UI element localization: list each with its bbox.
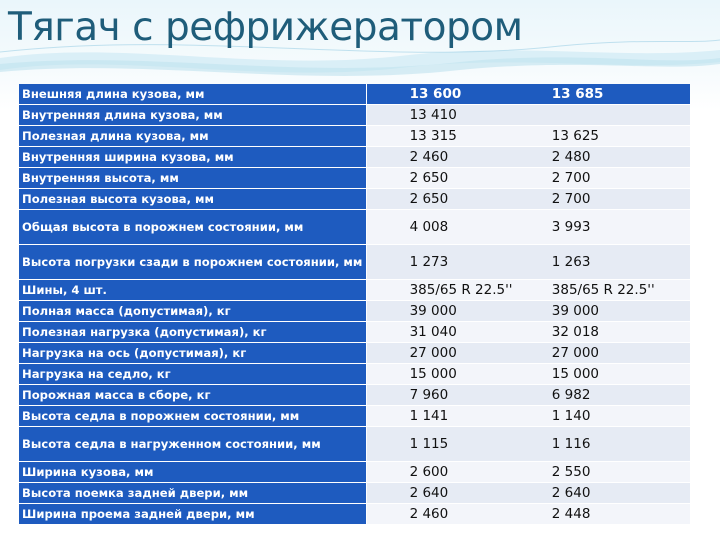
value-cell: 2 640: [549, 483, 690, 504]
cell-spacer: [366, 84, 407, 105]
value-cell: 13 600: [407, 84, 549, 105]
value-cell: 2 650: [407, 168, 549, 189]
value-cell: 6 982: [549, 385, 690, 406]
row-label: Высота седла в нагруженном состоянии, мм: [19, 427, 366, 462]
row-label: Ширина проема задней двери, мм: [19, 504, 366, 525]
value-cell: 13 685: [549, 84, 690, 105]
row-label: Высота погрузки сзади в порожнем состоянии, мм: [19, 245, 366, 280]
table-row: [19, 168, 690, 189]
cell-spacer: [366, 343, 407, 364]
value-cell: 385/65 R 22.5'': [407, 280, 549, 301]
row-label: Полезная длина кузова, мм: [19, 126, 366, 147]
cell-spacer: [366, 406, 407, 427]
cell-spacer: [366, 504, 407, 525]
table-row: [19, 427, 690, 462]
table-row: [19, 147, 690, 168]
value-cell: 2 460: [407, 147, 549, 168]
value-cell: 2 650: [407, 189, 549, 210]
cell-spacer: [366, 322, 407, 343]
row-label: Высота поемка задней двери, мм: [19, 483, 366, 504]
value-cell: 1 263: [549, 245, 690, 280]
cell-spacer: [366, 364, 407, 385]
row-label: Ширина кузова, мм: [19, 462, 366, 483]
value-cell: 2 700: [549, 189, 690, 210]
table-row: [19, 343, 690, 364]
value-cell: 1 115: [407, 427, 549, 462]
row-label: Внутренняя длина кузова, мм: [19, 105, 366, 126]
row-label: Общая высота в порожнем состоянии, мм: [19, 210, 366, 245]
cell-spacer: [366, 483, 407, 504]
table-row: [19, 483, 690, 504]
table-row: [19, 210, 690, 245]
value-cell: 2 600: [407, 462, 549, 483]
value-cell: 1 141: [407, 406, 549, 427]
value-cell: 1 273: [407, 245, 549, 280]
row-label: Шины, 4 шт.: [19, 280, 366, 301]
specs-table: [19, 84, 690, 525]
cell-spacer: [366, 126, 407, 147]
value-cell: 13 410: [407, 105, 549, 126]
cell-spacer: [366, 210, 407, 245]
value-cell: 39 000: [549, 301, 690, 322]
value-cell: 2 448: [549, 504, 690, 525]
value-cell: 2 700: [549, 168, 690, 189]
value-cell: 15 000: [549, 364, 690, 385]
cell-spacer: [366, 462, 407, 483]
cell-spacer: [366, 147, 407, 168]
table-row: [19, 504, 690, 525]
row-label: Порожная масса в сборе, кг: [19, 385, 366, 406]
table-row: [19, 280, 690, 301]
row-label: Внутренняя ширина кузова, мм: [19, 147, 366, 168]
value-cell: 2 460: [407, 504, 549, 525]
value-cell: 1 140: [549, 406, 690, 427]
cell-spacer: [366, 245, 407, 280]
cell-spacer: [366, 168, 407, 189]
row-label: Нагрузка на седло, кг: [19, 364, 366, 385]
value-cell: 39 000: [407, 301, 549, 322]
table-row: [19, 189, 690, 210]
value-cell: 27 000: [407, 343, 549, 364]
value-cell: 2 550: [549, 462, 690, 483]
value-cell: 31 040: [407, 322, 549, 343]
cell-spacer: [366, 105, 407, 126]
row-label: Полезная нагрузка (допустимая), кг: [19, 322, 366, 343]
value-cell: 15 000: [407, 364, 549, 385]
table-row: [19, 406, 690, 427]
row-label: Внешняя длина кузова, мм: [19, 84, 366, 105]
table-row: [19, 322, 690, 343]
row-label: Высота седла в порожнем состоянии, мм: [19, 406, 366, 427]
table-row: [19, 385, 690, 406]
value-cell: 1 116: [549, 427, 690, 462]
value-cell: 32 018: [549, 322, 690, 343]
cell-spacer: [366, 385, 407, 406]
slide-title: Тягач с рефрижератором: [8, 5, 523, 50]
row-label: Полезная высота кузова, мм: [19, 189, 366, 210]
value-cell: 13 315: [407, 126, 549, 147]
value-cell: 3 993: [549, 210, 690, 245]
table-row: [19, 462, 690, 483]
value-cell: 2 640: [407, 483, 549, 504]
table-row: [19, 126, 690, 147]
cell-spacer: [366, 280, 407, 301]
cell-spacer: [366, 189, 407, 210]
table-row: [19, 105, 690, 126]
cell-spacer: [366, 301, 407, 322]
value-cell: 13 625: [549, 126, 690, 147]
value-cell: [549, 105, 690, 126]
row-label: Внутренняя высота, мм: [19, 168, 366, 189]
value-cell: 4 008: [407, 210, 549, 245]
row-label: Полная масса (допустимая), кг: [19, 301, 366, 322]
value-cell: 2 480: [549, 147, 690, 168]
table-row: [19, 84, 690, 105]
value-cell: 385/65 R 22.5'': [549, 280, 690, 301]
table-row: [19, 301, 690, 322]
table-row: [19, 245, 690, 280]
cell-spacer: [366, 427, 407, 462]
value-cell: 7 960: [407, 385, 549, 406]
row-label: Нагрузка на ось (допустимая), кг: [19, 343, 366, 364]
value-cell: 27 000: [549, 343, 690, 364]
table-row: [19, 364, 690, 385]
